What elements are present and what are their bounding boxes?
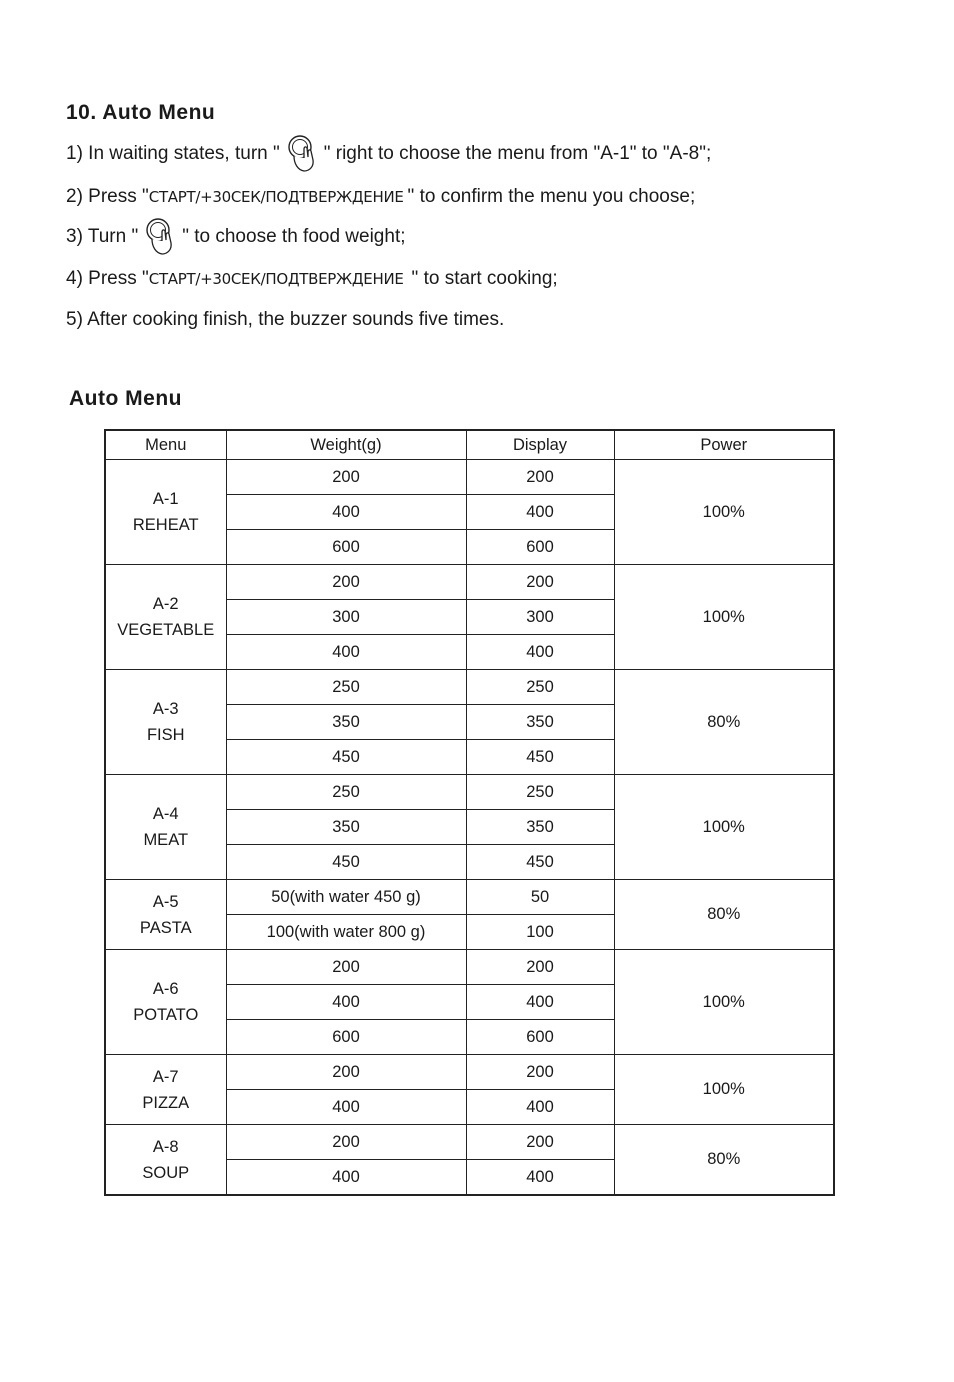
menu-name: MEAT bbox=[143, 831, 189, 849]
display-cell: 400 bbox=[466, 495, 614, 530]
display-cell: 50 bbox=[466, 880, 614, 915]
step-5 bbox=[66, 306, 504, 334]
weight-cell: 200 bbox=[226, 950, 466, 985]
menu-code: A-7 bbox=[152, 1067, 179, 1086]
table-row bbox=[105, 1055, 834, 1090]
weight-cell: 350 bbox=[226, 705, 466, 740]
table-row bbox=[105, 460, 834, 495]
start-confirm-button-label: СТАРТ/+30СЕК/ПОДТВЕРЖДЕНИЕ bbox=[148, 188, 404, 206]
step-text: 2) Press " bbox=[66, 186, 149, 207]
weight-cell: 100(with water 800 g) bbox=[226, 915, 466, 950]
table-row bbox=[105, 880, 834, 915]
knob-icon bbox=[142, 217, 178, 257]
display-cell: 200 bbox=[466, 1055, 614, 1090]
menu-cell bbox=[105, 880, 226, 950]
display-cell: 600 bbox=[466, 530, 614, 565]
weight-cell: 50(with water 450 g) bbox=[226, 880, 466, 915]
display-cell: 100 bbox=[466, 915, 614, 950]
step-text: 5) After cooking finish, the buzzer sounds five times. bbox=[66, 309, 505, 330]
weight-cell: 350 bbox=[226, 810, 466, 845]
weight-cell: 200 bbox=[226, 1125, 466, 1160]
display-cell: 200 bbox=[466, 950, 614, 985]
weight-cell: 200 bbox=[226, 1055, 466, 1090]
step-1 bbox=[66, 132, 711, 176]
display-cell: 250 bbox=[466, 775, 614, 810]
display-cell: 400 bbox=[466, 1160, 614, 1196]
weight-cell: 400 bbox=[226, 635, 466, 670]
start-confirm-button-label: СТАРТ/+30СЕК/ПОДТВЕРЖДЕНИЕ bbox=[148, 270, 404, 288]
menu-name: FISH bbox=[146, 726, 185, 744]
weight-cell: 400 bbox=[226, 495, 466, 530]
display-cell: 450 bbox=[466, 740, 614, 775]
table-row bbox=[105, 775, 834, 810]
weight-cell: 250 bbox=[226, 670, 466, 705]
menu-name: VEGETABLE bbox=[117, 621, 215, 639]
display-cell: 300 bbox=[466, 600, 614, 635]
menu-code: A-8 bbox=[152, 1137, 179, 1156]
display-cell: 200 bbox=[466, 460, 614, 495]
weight-cell: 600 bbox=[226, 530, 466, 565]
power-cell: 100% bbox=[614, 775, 834, 880]
step-2 bbox=[66, 183, 695, 211]
menu-name: POTATO bbox=[133, 1006, 199, 1024]
step-text: " to confirm the menu you choose; bbox=[407, 186, 696, 207]
column-header-weight: Weight(g) bbox=[226, 430, 466, 460]
section-title: 10. Auto Menu bbox=[66, 101, 216, 124]
step-text: " to start cooking; bbox=[411, 268, 558, 289]
table-row bbox=[105, 950, 834, 985]
weight-cell: 200 bbox=[226, 565, 466, 600]
table-body bbox=[105, 460, 834, 1196]
display-cell: 450 bbox=[466, 845, 614, 880]
weight-cell: 450 bbox=[226, 845, 466, 880]
step-text: 3) Turn " bbox=[66, 226, 139, 247]
step-text: " right to choose the menu from "A-1" to "A-8"; bbox=[323, 143, 712, 164]
step-text: " to choose th food weight; bbox=[182, 226, 406, 247]
weight-cell: 200 bbox=[226, 460, 466, 495]
display-cell: 350 bbox=[466, 810, 614, 845]
menu-code: A-1 bbox=[152, 490, 179, 508]
weight-cell: 250 bbox=[226, 775, 466, 810]
menu-cell bbox=[105, 1125, 226, 1196]
menu-code: A-5 bbox=[152, 892, 179, 911]
weight-cell: 450 bbox=[226, 740, 466, 775]
table-header-row bbox=[105, 430, 834, 460]
menu-code: A-6 bbox=[152, 980, 179, 998]
menu-name: PIZZA bbox=[142, 1093, 190, 1112]
display-cell: 600 bbox=[466, 1020, 614, 1055]
table-row bbox=[105, 565, 834, 600]
display-cell: 200 bbox=[466, 1125, 614, 1160]
menu-cell bbox=[105, 775, 226, 880]
table-title: Auto Menu bbox=[69, 387, 182, 410]
menu-name: PASTA bbox=[139, 918, 192, 937]
power-cell: 80% bbox=[614, 1125, 834, 1196]
table-row bbox=[105, 670, 834, 705]
step-3 bbox=[66, 216, 406, 258]
auto-menu-table bbox=[104, 429, 835, 1196]
menu-code: A-4 bbox=[152, 805, 179, 823]
display-cell: 400 bbox=[466, 1090, 614, 1125]
column-header-power: Power bbox=[614, 430, 834, 460]
weight-cell: 400 bbox=[226, 985, 466, 1020]
knob-icon bbox=[284, 134, 320, 174]
power-cell: 100% bbox=[614, 1055, 834, 1125]
menu-name: SOUP bbox=[142, 1163, 190, 1182]
menu-cell bbox=[105, 950, 226, 1055]
display-cell: 250 bbox=[466, 670, 614, 705]
power-cell: 80% bbox=[614, 670, 834, 775]
weight-cell: 400 bbox=[226, 1160, 466, 1196]
weight-cell: 600 bbox=[226, 1020, 466, 1055]
menu-code: A-3 bbox=[152, 700, 179, 718]
display-cell: 200 bbox=[466, 565, 614, 600]
menu-name: REHEAT bbox=[132, 516, 199, 534]
power-cell: 100% bbox=[614, 460, 834, 565]
weight-cell: 300 bbox=[226, 600, 466, 635]
menu-cell bbox=[105, 565, 226, 670]
display-cell: 400 bbox=[466, 985, 614, 1020]
menu-code: A-2 bbox=[152, 595, 179, 613]
step-text: 4) Press " bbox=[66, 268, 149, 289]
display-cell: 400 bbox=[466, 635, 614, 670]
weight-cell: 400 bbox=[226, 1090, 466, 1125]
power-cell: 100% bbox=[614, 950, 834, 1055]
menu-cell bbox=[105, 460, 226, 565]
step-4 bbox=[66, 265, 558, 293]
power-cell: 100% bbox=[614, 565, 834, 670]
column-header-display: Display bbox=[466, 430, 614, 460]
table-row bbox=[105, 1125, 834, 1160]
column-header-menu: Menu bbox=[105, 430, 226, 460]
step-text: 1) In waiting states, turn " bbox=[66, 143, 280, 164]
display-cell: 350 bbox=[466, 705, 614, 740]
menu-cell bbox=[105, 670, 226, 775]
power-cell: 80% bbox=[614, 880, 834, 950]
menu-cell bbox=[105, 1055, 226, 1125]
